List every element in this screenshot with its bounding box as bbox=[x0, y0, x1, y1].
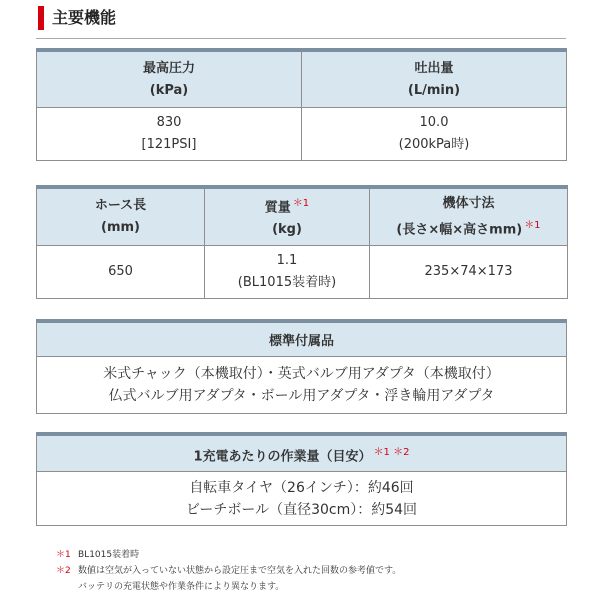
cell-body-dimensions bbox=[370, 246, 568, 299]
section-title-accent-bar bbox=[38, 6, 44, 30]
cell-subvalue: (BL1015装着時) bbox=[237, 275, 337, 290]
cell-value: 650 bbox=[108, 264, 133, 279]
header-label: 吐出量 bbox=[414, 60, 454, 76]
cell-value: 10.0 bbox=[419, 115, 449, 130]
work-line: ビーチボール（直径30cm）：約54回 bbox=[185, 501, 418, 518]
footnote-ref: ＊1 bbox=[524, 219, 541, 231]
cell-discharge bbox=[302, 108, 567, 161]
header-label: 最高圧力 bbox=[142, 60, 195, 76]
header-label: 質量 bbox=[264, 200, 291, 216]
footnote-ref: ＊1 ＊2 bbox=[373, 446, 410, 458]
header-mass bbox=[205, 187, 370, 246]
cell-work-per-charge bbox=[37, 472, 567, 526]
header-unit: (kg) bbox=[272, 222, 302, 238]
cell-mass bbox=[205, 246, 370, 299]
footnote-mark: ＊1 bbox=[56, 550, 71, 560]
header-work-per-charge bbox=[37, 434, 567, 472]
header-discharge bbox=[302, 50, 567, 108]
cell-value: 235×74×173 bbox=[424, 264, 513, 279]
header-unit: (kPa) bbox=[149, 82, 189, 98]
footnote-ref: ＊1 bbox=[292, 197, 310, 209]
header-hose-length bbox=[37, 187, 205, 246]
header-standard-accessories: 標準付属品 bbox=[37, 321, 567, 357]
accessory-line: 仏式バルブ用アダプタ・ボール用アダプタ・浮き輪用アダプタ bbox=[108, 388, 495, 404]
footnotes bbox=[56, 547, 401, 595]
header-label: 機体寸法 bbox=[442, 195, 495, 211]
cell-subvalue: (200kPa時) bbox=[398, 137, 470, 152]
cell-subvalue: [121PSI] bbox=[141, 137, 197, 152]
header-unit: (mm) bbox=[101, 220, 140, 235]
footnote-text: バッテリの充電状態や作業条件により異なります。 bbox=[78, 582, 285, 592]
header-unit: (L/min) bbox=[407, 82, 461, 98]
footnote-item bbox=[56, 579, 401, 595]
cell-hose-length bbox=[37, 246, 205, 299]
header-label: ホース長 bbox=[94, 198, 147, 213]
section-divider bbox=[36, 38, 566, 39]
accessory-line: 米式チャック（本機取付）・英式バルブ用アダプタ（本機取付） bbox=[103, 366, 500, 382]
header-unit: (長さ×幅×高さmm) bbox=[396, 222, 523, 238]
spec-table-accessories bbox=[36, 319, 567, 414]
work-line: 自転車タイヤ（26インチ）：約46回 bbox=[189, 479, 414, 496]
cell-value: 830 bbox=[156, 115, 182, 130]
footnote-text: 数値は空気が入っていない状態から設定圧まで空気を入れた回数の参考値です。 bbox=[78, 566, 402, 576]
spec-table-pressure-flow bbox=[36, 48, 567, 161]
header-body-dimensions bbox=[370, 187, 568, 246]
footnote-text: BL1015装着時 bbox=[78, 550, 140, 560]
spec-table-work-per-charge bbox=[36, 432, 567, 526]
cell-max-pressure bbox=[37, 108, 302, 161]
footnote-item bbox=[56, 547, 401, 563]
cell-accessories bbox=[37, 357, 567, 414]
footnote-mark: ＊2 bbox=[56, 566, 71, 576]
spec-table-dimensions bbox=[36, 185, 568, 299]
header-max-pressure bbox=[37, 50, 302, 108]
section-title: 主要機能 bbox=[52, 8, 117, 27]
cell-value: 1.1 bbox=[276, 253, 298, 268]
header-label: 1充電あたりの作業量（目安） bbox=[193, 449, 372, 465]
footnote-item bbox=[56, 563, 401, 579]
